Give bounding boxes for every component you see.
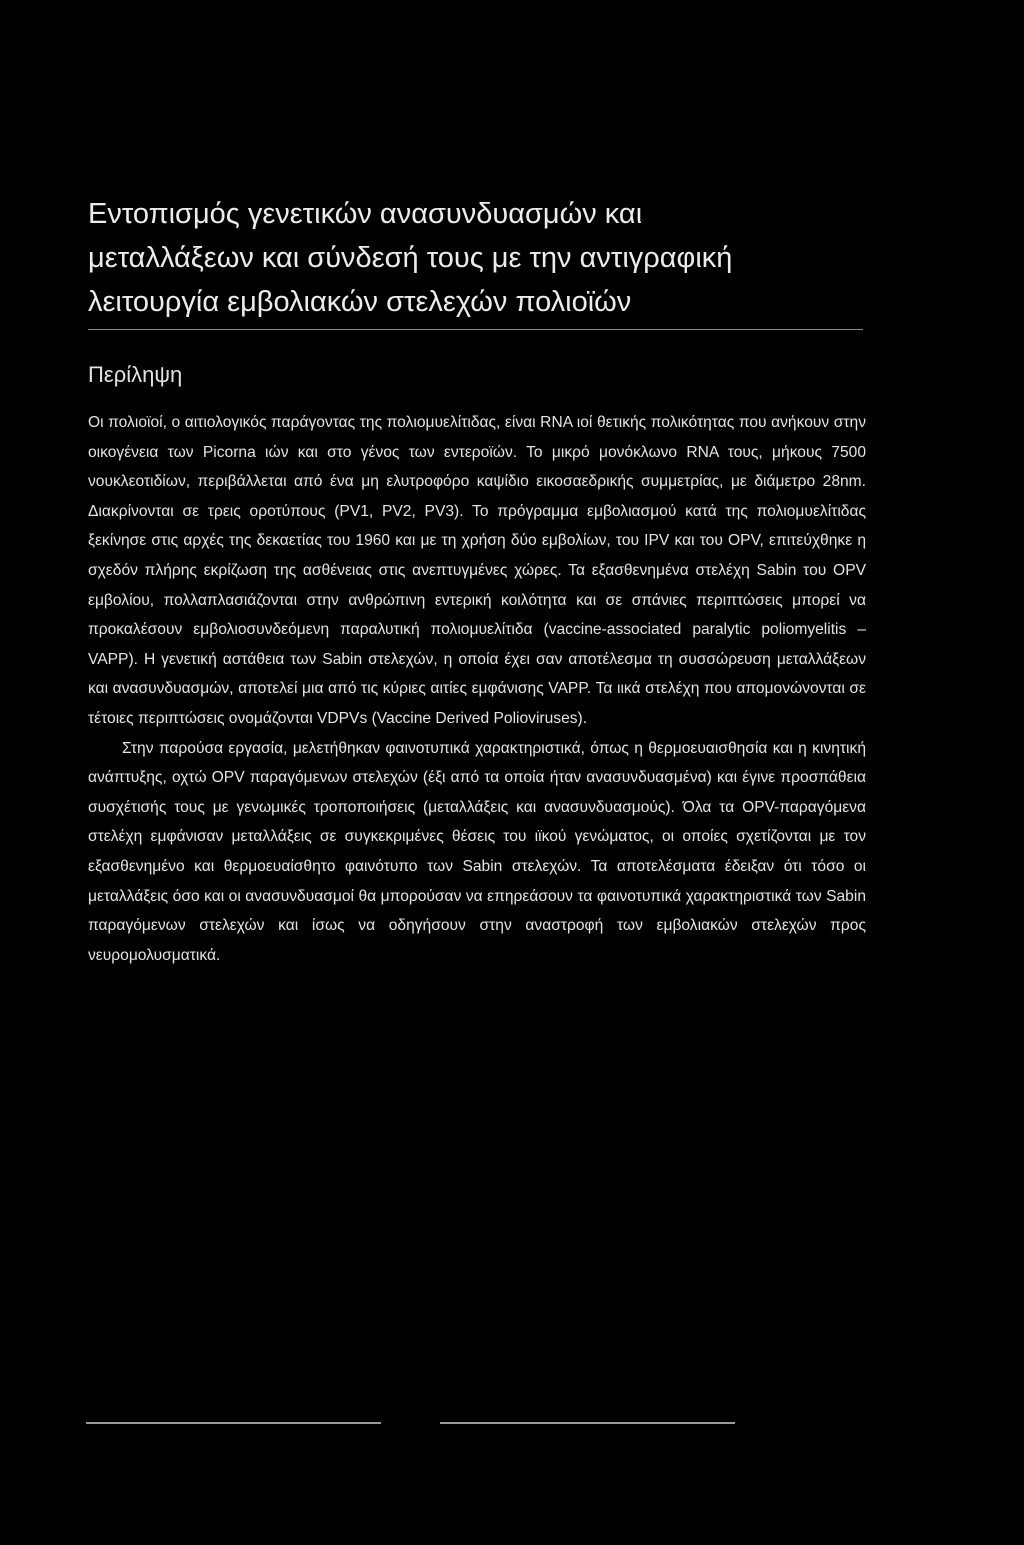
document-title (88, 192, 866, 324)
footer-rule-right (440, 1422, 735, 1424)
footer-rules (0, 1422, 1024, 1426)
title-line-2: μεταλλάξεων και σύνδεσή τους με την αντιγραφική (88, 242, 733, 274)
document-body (88, 192, 866, 970)
title-line-3: λειτουργία εμβολιακών στελεχών πολιοϊών (88, 286, 632, 318)
title-line-1: Εντοπισμός γενετικών ανασυνδυασμών και (88, 198, 643, 230)
abstract-heading: Περίληψη (88, 362, 183, 387)
title-divider (88, 329, 863, 330)
footer-rule-left (86, 1422, 381, 1424)
abstract-paragraph-2: Στην παρούσα εργασία, μελετήθηκαν φαινοτυπικά χαρακτηριστικά, όπως η θερμοευαισθησία και η κινητική ανάπτυξης, οχτώ OPV παραγόμενων στελεχών (έξι από τα οποία ήταν ανασυνδυασμένα) και έγινε προσπάθεια συσχέτισής τους με γενωμικές τροποποιήσεις (μεταλλάξεις και ανασυνδυασμούς). Όλα τα OPV-παραγόμενα στελέχη εμφάνισαν μεταλλάξεις σε συγκεκριμένες θέσεις του ιϊκού γενώματος, οι οποίες σχετίζονται με τον εξασθενημένο και θερμοευαίσθητο φαινότυπο των Sabin στελεχών. Τα αποτελέσματα έδειξαν ότι τόσο οι μεταλλάξεις όσο και οι ανασυνδυασμοί θα μπορούσαν να επηρεάσουν τα φαινοτυπικά χαρακτηριστικά των Sabin παραγόμενων στελεχών και ίσως να οδηγήσουν στην αναστροφή των εμβολιακών στελεχών προς νευρομολυσματικά. (88, 739, 866, 964)
abstract-paragraph-1: Οι πολιοϊοί, ο αιτιολογικός παράγοντας της πολιομυελίτιδας, είναι RNA ιοί θετικής πολικότητας που ανήκουν στην οικογένεια των Picorna ιών και στο γένος των εντεροϊών. Το μικρό μονόκλωνο RNA τους, μήκους 7500 νουκλεοτιδίων, περιβάλλεται από ένα μη ελυτροφόρο καψίδιο εικοσαεδρικής συμμετρίας, με διάμετρο 28nm. Διακρίνονται σε τρεις οροτύπους (PV1, PV2, PV3). Το πρόγραμμα εμβολιασμού κατά της πολιομυελίτιδας ξεκίνησε στις αρχές της δεκαετίας του 1960 και με τη χρήση δύο εμβολίων, του IPV και του OPV, επιτεύχθηκε η σχεδόν πλήρης εκρίζωση της ασθένειας στις ανεπτυγμένες χώρες. Τα εξασθενημένα στελέχη Sabin του OPV εμβολίου, πολλαπλασιάζονται στην ανθρώπινη εντερική κοιλότητα και σε σπάνιες περιπτώσεις μπορεί να προκαλέσουν εμβολιοσυνδεόμενη παραλυτική πολιομυελίτιδα (vaccine-associated paralytic poliomyelitis – VAPP). Η γενετική αστάθεια των Sabin στελεχών, η οποία έχει σαν αποτέλεσμα τη συσσώρευση μεταλλάξεων και ανασυνδυασμών, αποτελεί μια από τις κύριες αιτίες εμφάνισης VAPP. Τα ιικά στελέχη που απομονώνονται σε τέτοιες περιπτώσεις ονομάζονται VDPVs (Vaccine Derived Polioviruses). (88, 414, 866, 727)
